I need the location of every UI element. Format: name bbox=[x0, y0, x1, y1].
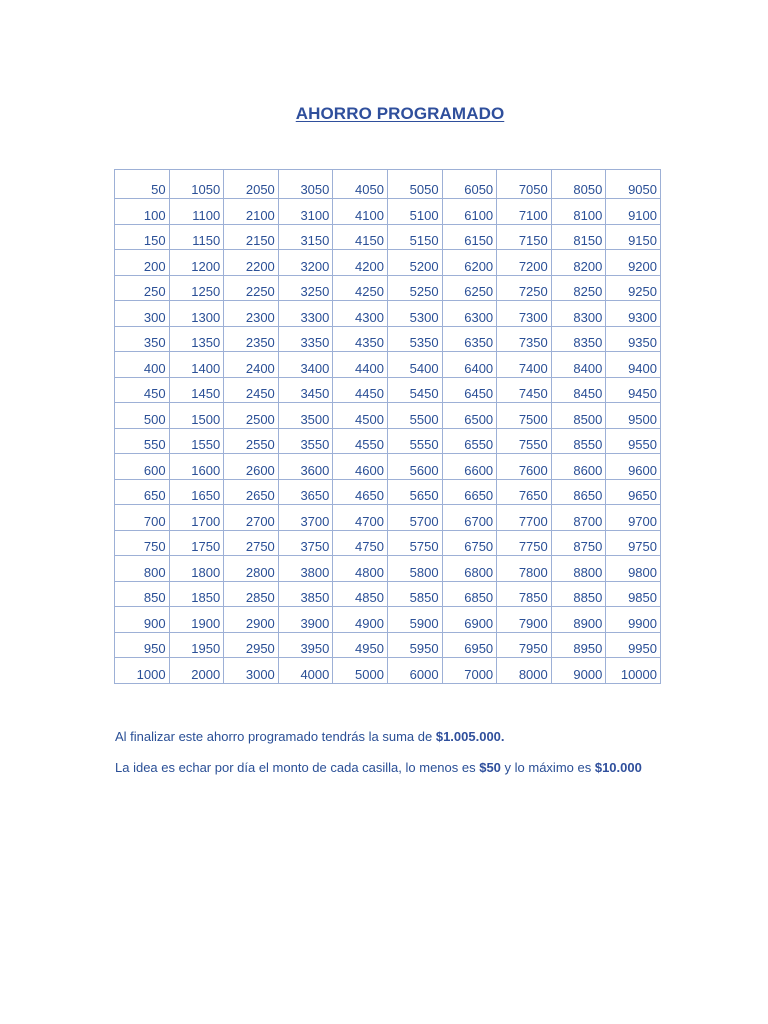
table-cell: 2850 bbox=[224, 581, 279, 607]
table-cell: 5200 bbox=[387, 250, 442, 276]
table-cell: 5950 bbox=[387, 632, 442, 658]
table-cell: 7100 bbox=[497, 199, 552, 225]
table-cell: 1500 bbox=[169, 403, 224, 429]
table-cell: 4350 bbox=[333, 326, 388, 352]
table-cell: 3500 bbox=[278, 403, 333, 429]
table-cell: 7050 bbox=[497, 170, 552, 199]
table-cell: 200 bbox=[115, 250, 170, 276]
table-cell: 1900 bbox=[169, 607, 224, 633]
table-cell: 4500 bbox=[333, 403, 388, 429]
table-cell: 4900 bbox=[333, 607, 388, 633]
table-cell: 4550 bbox=[333, 428, 388, 454]
table-cell: 6950 bbox=[442, 632, 497, 658]
table-cell: 7850 bbox=[497, 581, 552, 607]
table-row bbox=[115, 658, 661, 684]
daily-instruction-note bbox=[115, 760, 642, 775]
table-cell: 2950 bbox=[224, 632, 279, 658]
table-row bbox=[115, 250, 661, 276]
table-cell: 2050 bbox=[224, 170, 279, 199]
table-cell: 1150 bbox=[169, 224, 224, 250]
table-cell: 8800 bbox=[551, 556, 606, 582]
table-cell: 8900 bbox=[551, 607, 606, 633]
table-cell: 8000 bbox=[497, 658, 552, 684]
table-cell: 9600 bbox=[606, 454, 661, 480]
table-cell: 6300 bbox=[442, 301, 497, 327]
table-cell: 4000 bbox=[278, 658, 333, 684]
table-cell: 3650 bbox=[278, 479, 333, 505]
table-cell: 750 bbox=[115, 530, 170, 556]
table-cell: 6750 bbox=[442, 530, 497, 556]
table-cell: 7650 bbox=[497, 479, 552, 505]
total-sum-text: Al finalizar este ahorro programado tendrás la suma de bbox=[115, 729, 436, 744]
table-cell: 2900 bbox=[224, 607, 279, 633]
table-cell: 7350 bbox=[497, 326, 552, 352]
table-cell: 6050 bbox=[442, 170, 497, 199]
table-row bbox=[115, 454, 661, 480]
table-row bbox=[115, 479, 661, 505]
instruction-text-b: y lo máximo es bbox=[500, 760, 595, 775]
table-cell: 9500 bbox=[606, 403, 661, 429]
table-cell: 2250 bbox=[224, 275, 279, 301]
table-cell: 7750 bbox=[497, 530, 552, 556]
table-cell: 9950 bbox=[606, 632, 661, 658]
table-cell: 2100 bbox=[224, 199, 279, 225]
table-row bbox=[115, 199, 661, 225]
table-cell: 4050 bbox=[333, 170, 388, 199]
table-cell: 300 bbox=[115, 301, 170, 327]
table-cell: 7950 bbox=[497, 632, 552, 658]
table-cell: 3200 bbox=[278, 250, 333, 276]
table-cell: 5750 bbox=[387, 530, 442, 556]
table-cell: 5700 bbox=[387, 505, 442, 531]
table-cell: 600 bbox=[115, 454, 170, 480]
table-cell: 8550 bbox=[551, 428, 606, 454]
table-cell: 9900 bbox=[606, 607, 661, 633]
table-cell: 1250 bbox=[169, 275, 224, 301]
table-cell: 8250 bbox=[551, 275, 606, 301]
table-cell: 8600 bbox=[551, 454, 606, 480]
table-cell: 5650 bbox=[387, 479, 442, 505]
table-cell: 3750 bbox=[278, 530, 333, 556]
table-cell: 9350 bbox=[606, 326, 661, 352]
table-cell: 5800 bbox=[387, 556, 442, 582]
table-body bbox=[115, 170, 661, 684]
table-row bbox=[115, 530, 661, 556]
table-cell: 5400 bbox=[387, 352, 442, 378]
table-cell: 7450 bbox=[497, 377, 552, 403]
table-row bbox=[115, 632, 661, 658]
table-cell: 4300 bbox=[333, 301, 388, 327]
table-cell: 6650 bbox=[442, 479, 497, 505]
table-cell: 7150 bbox=[497, 224, 552, 250]
table-cell: 3000 bbox=[224, 658, 279, 684]
table-row bbox=[115, 428, 661, 454]
table-cell: 1600 bbox=[169, 454, 224, 480]
table-cell: 2000 bbox=[169, 658, 224, 684]
table-cell: 3850 bbox=[278, 581, 333, 607]
table-cell: 6100 bbox=[442, 199, 497, 225]
table-cell: 2500 bbox=[224, 403, 279, 429]
table-cell: 9450 bbox=[606, 377, 661, 403]
table-cell: 950 bbox=[115, 632, 170, 658]
table-cell: 6250 bbox=[442, 275, 497, 301]
table-cell: 8850 bbox=[551, 581, 606, 607]
table-cell: 9550 bbox=[606, 428, 661, 454]
table-cell: 2750 bbox=[224, 530, 279, 556]
table-cell: 6600 bbox=[442, 454, 497, 480]
table-row bbox=[115, 581, 661, 607]
table-cell: 5600 bbox=[387, 454, 442, 480]
table-cell: 1300 bbox=[169, 301, 224, 327]
table-cell: 150 bbox=[115, 224, 170, 250]
table-cell: 8950 bbox=[551, 632, 606, 658]
table-cell: 7700 bbox=[497, 505, 552, 531]
table-row bbox=[115, 170, 661, 199]
table-cell: 7600 bbox=[497, 454, 552, 480]
table-cell: 4250 bbox=[333, 275, 388, 301]
table-cell: 8500 bbox=[551, 403, 606, 429]
table-cell: 4650 bbox=[333, 479, 388, 505]
total-sum-note bbox=[115, 729, 505, 744]
table-cell: 3150 bbox=[278, 224, 333, 250]
table-row bbox=[115, 352, 661, 378]
table-cell: 1950 bbox=[169, 632, 224, 658]
table-cell: 6500 bbox=[442, 403, 497, 429]
table-cell: 1750 bbox=[169, 530, 224, 556]
table-cell: 5550 bbox=[387, 428, 442, 454]
table-cell: 2650 bbox=[224, 479, 279, 505]
table-cell: 250 bbox=[115, 275, 170, 301]
table-cell: 6800 bbox=[442, 556, 497, 582]
table-cell: 1050 bbox=[169, 170, 224, 199]
table-cell: 3300 bbox=[278, 301, 333, 327]
table-cell: 7800 bbox=[497, 556, 552, 582]
table-cell: 3950 bbox=[278, 632, 333, 658]
table-cell: 7400 bbox=[497, 352, 552, 378]
table-cell: 8200 bbox=[551, 250, 606, 276]
table-row bbox=[115, 403, 661, 429]
table-cell: 2200 bbox=[224, 250, 279, 276]
table-cell: 6150 bbox=[442, 224, 497, 250]
table-cell: 2300 bbox=[224, 301, 279, 327]
table-cell: 7200 bbox=[497, 250, 552, 276]
table-cell: 100 bbox=[115, 199, 170, 225]
table-cell: 8450 bbox=[551, 377, 606, 403]
table-cell: 4200 bbox=[333, 250, 388, 276]
table-cell: 5900 bbox=[387, 607, 442, 633]
table-cell: 5150 bbox=[387, 224, 442, 250]
table-cell: 5350 bbox=[387, 326, 442, 352]
table-cell: 7250 bbox=[497, 275, 552, 301]
table-cell: 8350 bbox=[551, 326, 606, 352]
table-cell: 8400 bbox=[551, 352, 606, 378]
table-cell: 8300 bbox=[551, 301, 606, 327]
table-row bbox=[115, 505, 661, 531]
table-cell: 3700 bbox=[278, 505, 333, 531]
table-cell: 5500 bbox=[387, 403, 442, 429]
table-cell: 500 bbox=[115, 403, 170, 429]
table-cell: 4450 bbox=[333, 377, 388, 403]
table-cell: 9750 bbox=[606, 530, 661, 556]
table-cell: 8700 bbox=[551, 505, 606, 531]
table-cell: 8750 bbox=[551, 530, 606, 556]
table-cell: 9800 bbox=[606, 556, 661, 582]
table-cell: 6450 bbox=[442, 377, 497, 403]
table-cell: 3100 bbox=[278, 199, 333, 225]
table-cell: 900 bbox=[115, 607, 170, 633]
table-cell: 350 bbox=[115, 326, 170, 352]
table-cell: 9700 bbox=[606, 505, 661, 531]
table-row bbox=[115, 377, 661, 403]
table-cell: 4750 bbox=[333, 530, 388, 556]
table-cell: 6200 bbox=[442, 250, 497, 276]
table-cell: 9050 bbox=[606, 170, 661, 199]
table-cell: 3350 bbox=[278, 326, 333, 352]
table-cell: 9100 bbox=[606, 199, 661, 225]
table-cell: 9200 bbox=[606, 250, 661, 276]
table-cell: 1350 bbox=[169, 326, 224, 352]
table-cell: 7900 bbox=[497, 607, 552, 633]
table-cell: 9400 bbox=[606, 352, 661, 378]
instruction-text-a: La idea es echar por día el monto de cada casilla, lo menos es bbox=[115, 760, 480, 775]
table-cell: 700 bbox=[115, 505, 170, 531]
table-cell: 550 bbox=[115, 428, 170, 454]
table-cell: 3900 bbox=[278, 607, 333, 633]
table-cell: 5100 bbox=[387, 199, 442, 225]
table-row bbox=[115, 607, 661, 633]
table-cell: 9250 bbox=[606, 275, 661, 301]
table-cell: 8150 bbox=[551, 224, 606, 250]
table-cell: 3450 bbox=[278, 377, 333, 403]
table-cell: 5250 bbox=[387, 275, 442, 301]
table-cell: 2150 bbox=[224, 224, 279, 250]
table-cell: 50 bbox=[115, 170, 170, 199]
table-cell: 5050 bbox=[387, 170, 442, 199]
table-cell: 4100 bbox=[333, 199, 388, 225]
table-cell: 2700 bbox=[224, 505, 279, 531]
table-cell: 650 bbox=[115, 479, 170, 505]
table-cell: 1450 bbox=[169, 377, 224, 403]
table-cell: 9000 bbox=[551, 658, 606, 684]
table-cell: 2800 bbox=[224, 556, 279, 582]
table-cell: 4850 bbox=[333, 581, 388, 607]
table-cell: 1650 bbox=[169, 479, 224, 505]
table-cell: 400 bbox=[115, 352, 170, 378]
savings-table bbox=[114, 169, 661, 684]
table-row bbox=[115, 326, 661, 352]
table-cell: 4600 bbox=[333, 454, 388, 480]
table-cell: 1100 bbox=[169, 199, 224, 225]
table-cell: 5300 bbox=[387, 301, 442, 327]
table-cell: 2600 bbox=[224, 454, 279, 480]
table-cell: 8050 bbox=[551, 170, 606, 199]
table-cell: 6900 bbox=[442, 607, 497, 633]
table-cell: 2550 bbox=[224, 428, 279, 454]
table-cell: 8100 bbox=[551, 199, 606, 225]
table-cell: 1550 bbox=[169, 428, 224, 454]
table-cell: 6700 bbox=[442, 505, 497, 531]
table-cell: 9850 bbox=[606, 581, 661, 607]
table-cell: 3600 bbox=[278, 454, 333, 480]
table-cell: 5850 bbox=[387, 581, 442, 607]
table-cell: 7300 bbox=[497, 301, 552, 327]
table-cell: 450 bbox=[115, 377, 170, 403]
table-cell: 9150 bbox=[606, 224, 661, 250]
table-row bbox=[115, 224, 661, 250]
table-cell: 6550 bbox=[442, 428, 497, 454]
table-cell: 8650 bbox=[551, 479, 606, 505]
table-cell: 1700 bbox=[169, 505, 224, 531]
table-cell: 6850 bbox=[442, 581, 497, 607]
table-row bbox=[115, 275, 661, 301]
table-cell: 10000 bbox=[606, 658, 661, 684]
table-cell: 7000 bbox=[442, 658, 497, 684]
table-cell: 9300 bbox=[606, 301, 661, 327]
table-row bbox=[115, 556, 661, 582]
table-cell: 1800 bbox=[169, 556, 224, 582]
table-cell: 6400 bbox=[442, 352, 497, 378]
table-cell: 5450 bbox=[387, 377, 442, 403]
table-cell: 2450 bbox=[224, 377, 279, 403]
table-cell: 2400 bbox=[224, 352, 279, 378]
table-cell: 7550 bbox=[497, 428, 552, 454]
table-cell: 4950 bbox=[333, 632, 388, 658]
table-cell: 6350 bbox=[442, 326, 497, 352]
table-cell: 1400 bbox=[169, 352, 224, 378]
min-amount: $50 bbox=[479, 760, 501, 775]
table-row bbox=[115, 301, 661, 327]
table-cell: 1850 bbox=[169, 581, 224, 607]
table-cell: 4700 bbox=[333, 505, 388, 531]
table-cell: 1200 bbox=[169, 250, 224, 276]
table-cell: 800 bbox=[115, 556, 170, 582]
table-cell: 7500 bbox=[497, 403, 552, 429]
max-amount: $10.000 bbox=[594, 760, 642, 775]
table-cell: 2350 bbox=[224, 326, 279, 352]
page-title: AHORRO PROGRAMADO bbox=[295, 104, 505, 123]
table-cell: 4400 bbox=[333, 352, 388, 378]
table-cell: 3800 bbox=[278, 556, 333, 582]
table-cell: 4800 bbox=[333, 556, 388, 582]
total-sum-amount: $1.005.000. bbox=[435, 729, 505, 744]
table-cell: 4150 bbox=[333, 224, 388, 250]
table-cell: 3550 bbox=[278, 428, 333, 454]
table-cell: 850 bbox=[115, 581, 170, 607]
table-cell: 1000 bbox=[115, 658, 170, 684]
table-cell: 3400 bbox=[278, 352, 333, 378]
table-cell: 5000 bbox=[333, 658, 388, 684]
table-cell: 3250 bbox=[278, 275, 333, 301]
table-cell: 6000 bbox=[387, 658, 442, 684]
table-cell: 3050 bbox=[278, 170, 333, 199]
table-cell: 9650 bbox=[606, 479, 661, 505]
